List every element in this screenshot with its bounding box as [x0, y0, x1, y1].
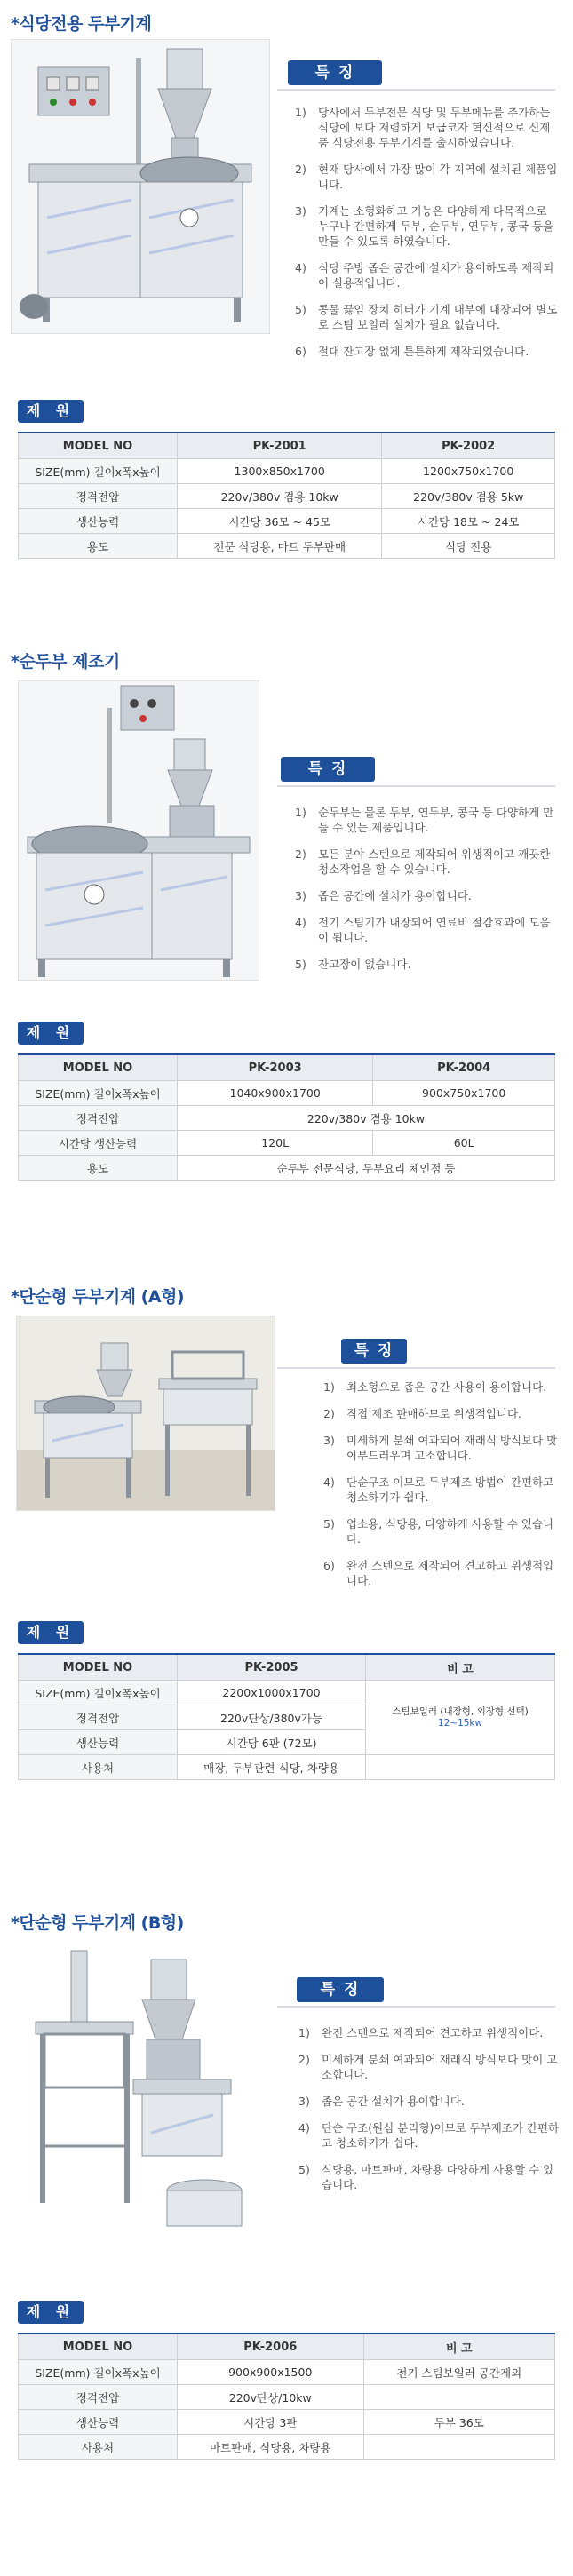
feature-num: 2)	[298, 2053, 310, 2066]
feature-item	[295, 302, 558, 332]
spec-badge: 제 원	[18, 1022, 84, 1045]
feature-item	[295, 805, 558, 835]
feature-item	[323, 1558, 563, 1588]
feature-item	[295, 915, 558, 945]
spec-row	[19, 509, 555, 534]
row-value: 시간당 6판 (72모)	[178, 1730, 366, 1755]
header-cell: MODEL NO	[19, 1054, 178, 1081]
feature-num: 6)	[323, 1559, 335, 1572]
header-cell: PK-2006	[178, 2334, 364, 2360]
features-list	[295, 805, 558, 983]
row-label: 정격전압	[19, 1106, 178, 1131]
section-simple-tofu-machine-a	[0, 1284, 573, 1923]
feature-text: 전기 스팀기가 내장되어 연료비 절감효과에 도움이 됩니다.	[318, 916, 551, 944]
header-cell: MODEL NO	[19, 1654, 178, 1681]
row-value: 마트판매, 식당용, 차량용	[178, 2435, 364, 2460]
spec-row	[19, 2435, 555, 2460]
row-value: 식당 전용	[382, 534, 555, 559]
feature-text: 단순구조 이므로 두부제조 방법이 간편하고 청소하기가 쉽다.	[346, 1475, 554, 1504]
row-value: 220v단상/10kw	[178, 2385, 364, 2410]
row-label: 생산능력	[19, 1730, 178, 1755]
feature-item	[295, 105, 558, 150]
feature-text: 잔고장이 없습니다.	[318, 958, 411, 971]
section-simple-tofu-machine-b	[0, 1910, 573, 2576]
row-label: 정격전압	[19, 1705, 178, 1730]
feature-item	[298, 2094, 560, 2109]
feature-text: 미세하게 분쇄 여과되어 재래식 방식보다 맛이부드러우며 고소합니다.	[346, 1434, 558, 1462]
feature-num: 5)	[323, 1517, 335, 1530]
row-label: 용도	[19, 534, 178, 559]
header-cell: PK-2003	[178, 1054, 373, 1081]
spec-row	[19, 2360, 555, 2385]
header-cell: PK-2001	[178, 433, 382, 459]
section-soft-tofu-maker	[0, 648, 573, 1217]
row-value: 220v/380v 겸용 5kw	[382, 484, 555, 509]
row-value: 전기 스팀보일러 공간제외	[363, 2360, 554, 2385]
spec-header-row	[19, 1054, 555, 1081]
features-divider	[277, 2006, 555, 2008]
row-value: 전문 식당용, 마트 두부판매	[178, 534, 382, 559]
feature-num: 2)	[323, 1407, 335, 1420]
feature-text: 순두부는 물론 두부, 연두부, 콩국 등 다양하게 만들 수 있는 제품입니다.	[318, 806, 554, 834]
feature-num: 3)	[298, 2095, 310, 2108]
row-value: 순두부 전문식당, 두부요리 체인점 등	[178, 1156, 555, 1181]
row-value: 900x750x1700	[373, 1081, 555, 1106]
feature-text: 현재 당사에서 가장 많이 각 지역에 설치된 제품입니다.	[318, 163, 558, 191]
feature-num: 2)	[295, 847, 306, 861]
feature-item	[295, 344, 558, 359]
header-cell: 비 고	[366, 1654, 555, 1681]
feature-num: 2)	[295, 163, 306, 176]
spec-row	[19, 1106, 555, 1131]
row-value: 2200x1000x1700	[178, 1681, 366, 1705]
row-label: 정격전압	[19, 484, 178, 509]
row-label: SIZE(mm) 길이x폭x높이	[19, 1081, 178, 1106]
feature-text: 완전 스텐으로 제작되어 견고하고 위생적이다.	[322, 2026, 544, 2039]
section-title: *단순형 두부기계 (A형)	[11, 1287, 185, 1307]
feature-text: 단순 구조(원심 분리형)이므로 두부제조가 간편하고 청소하기가 쉽다.	[322, 2121, 560, 2150]
remark-power: 12~15kw	[437, 1718, 483, 1729]
spec-table	[18, 432, 555, 559]
row-value: 220v단상/380v가능	[178, 1705, 366, 1730]
feature-num: 3)	[295, 204, 306, 218]
spec-row	[19, 2385, 555, 2410]
feature-text: 좁은 공간에 설치가 용이합니다.	[318, 889, 472, 902]
feature-num: 4)	[323, 1475, 335, 1489]
row-value: 220v/380v 겸용 10kw	[178, 1106, 555, 1131]
spec-row	[19, 534, 555, 559]
feature-text: 당사에서 두부전문 식당 및 두부메뉴를 추가하는 식당에 보다 저렴하게 보급코자 혁신적으로 신제품 식당전용 두부기계를 출시하였습니다.	[318, 106, 551, 149]
spec-header-row	[19, 2334, 555, 2360]
row-value: 시간당 36모 ~ 45모	[178, 509, 382, 534]
spec-row	[19, 1156, 555, 1181]
spec-row	[19, 1681, 555, 1705]
product-photo	[18, 680, 259, 981]
spec-badge: 제 원	[18, 1621, 84, 1644]
row-label: 시간당 생산능력	[19, 1131, 178, 1156]
header-cell: 비 고	[363, 2334, 554, 2360]
feature-text: 식당용, 마트판매, 차량용 다양하게 사용할 수 있습니다.	[322, 2163, 554, 2191]
features-badge: 특 징	[297, 1977, 384, 2002]
feature-text: 콩물 끓임 장치 히터가 기계 내부에 내장되어 별도로 스팀 보일러 설치가 필요 없습니다.	[318, 303, 558, 331]
spec-header-row	[19, 1654, 555, 1681]
feature-num: 5)	[295, 958, 306, 971]
features-list	[295, 105, 558, 370]
features-divider	[277, 89, 555, 91]
feature-num: 1)	[295, 106, 306, 119]
row-value: 900x900x1500	[178, 2360, 364, 2385]
feature-item	[298, 2052, 560, 2082]
row-value	[363, 2385, 554, 2410]
feature-num: 4)	[298, 2121, 310, 2135]
feature-item	[323, 1379, 563, 1395]
row-label: SIZE(mm) 길이x폭x높이	[19, 1681, 178, 1705]
row-label: SIZE(mm) 길이x폭x높이	[19, 2360, 178, 2385]
header-cell: PK-2002	[382, 433, 555, 459]
row-value: 220v/380v 겸용 10kw	[178, 484, 382, 509]
feature-num: 3)	[323, 1434, 335, 1447]
feature-num: 5)	[295, 303, 306, 316]
feature-text: 미세하게 분쇄 여과되어 재래식 방식보다 맛이 고소합니다.	[322, 2053, 558, 2081]
feature-text: 기계는 소형화하고 기능은 다양하게 다목적으로 누구나 간편하게 두부, 순두부, 연두부, 콩국 등을 만들 수 있도록 하였습니다.	[318, 204, 554, 248]
row-value: 시간당 3판	[178, 2410, 364, 2435]
feature-num: 4)	[295, 916, 306, 929]
feature-num: 6)	[295, 345, 306, 358]
row-value: 1200x750x1700	[382, 459, 555, 484]
spec-row	[19, 1755, 555, 1780]
features-list	[323, 1379, 563, 1600]
row-label: 정격전압	[19, 2385, 178, 2410]
row-value	[363, 2435, 554, 2460]
row-value: 시간당 18모 ~ 24모	[382, 509, 555, 534]
feature-text: 업소용, 식당용, 다양하게 사용할 수 있습니다.	[346, 1517, 554, 1546]
features-divider	[277, 1367, 555, 1369]
feature-item	[295, 260, 558, 290]
feature-item	[323, 1475, 563, 1505]
feature-text: 식당 주방 좁은 공간에 설치가 용이하도록 제작되어 실용적입니다.	[318, 261, 554, 290]
feature-num: 5)	[298, 2163, 310, 2176]
feature-item	[298, 2025, 560, 2040]
feature-item	[295, 847, 558, 877]
feature-item	[298, 2162, 560, 2192]
feature-text: 절대 잔고장 없게 튼튼하게 제작되었습니다.	[318, 345, 529, 358]
row-label: 용도	[19, 1156, 178, 1181]
section-title: *단순형 두부기계 (B형)	[11, 1913, 184, 1933]
feature-text: 직접 제조 판매하므로 위생적입니다.	[346, 1407, 522, 1420]
feature-num: 1)	[295, 806, 306, 819]
product-photo	[16, 1316, 275, 1511]
feature-num: 3)	[295, 889, 306, 902]
features-badge: 특 징	[281, 757, 375, 782]
section-title: *순두부 제조기	[11, 652, 120, 672]
feature-item	[323, 1406, 563, 1421]
header-cell: MODEL NO	[19, 433, 178, 459]
feature-item	[295, 888, 558, 903]
spec-row	[19, 484, 555, 509]
feature-text: 좁은 공간 설치가 용이합니다.	[322, 2095, 465, 2108]
row-value: 1040x900x1700	[178, 1081, 373, 1106]
header-cell: PK-2005	[178, 1654, 366, 1681]
feature-item	[295, 203, 558, 249]
spec-row	[19, 459, 555, 484]
header-cell: PK-2004	[373, 1054, 555, 1081]
header-cell: MODEL NO	[19, 2334, 178, 2360]
product-photo	[11, 39, 270, 334]
spec-row	[19, 1131, 555, 1156]
spec-badge: 제 원	[18, 2301, 84, 2324]
row-label: 생산능력	[19, 2410, 178, 2435]
feature-item	[323, 1516, 563, 1546]
row-label: 사용처	[19, 1755, 178, 1780]
features-badge: 특 징	[288, 60, 382, 85]
features-list	[298, 2025, 560, 2204]
feature-item	[295, 957, 558, 972]
spec-table	[18, 1053, 555, 1181]
feature-text: 완전 스텐으로 제작되어 견고하고 위생적입니다.	[346, 1559, 554, 1587]
spec-row	[19, 2410, 555, 2435]
feature-num: 4)	[295, 261, 306, 274]
row-value: 매장, 두부관련 식당, 차량용	[178, 1755, 366, 1780]
spec-table	[18, 1653, 555, 1780]
feature-num: 1)	[323, 1380, 335, 1394]
spec-badge: 제 원	[18, 400, 84, 423]
feature-num: 1)	[298, 2026, 310, 2039]
row-label: SIZE(mm) 길이x폭x높이	[19, 459, 178, 484]
feature-text: 모든 분야 스텐으로 제작되어 위생적이고 깨끗한 청소작업을 할 수 있습니다.	[318, 847, 551, 876]
row-label: 사용처	[19, 2435, 178, 2460]
features-divider	[277, 785, 555, 787]
product-photo	[18, 1942, 258, 2235]
section-restaurant-tofu-machine	[0, 0, 573, 622]
feature-item	[295, 162, 558, 192]
features-badge: 특 징	[341, 1339, 407, 1364]
spec-table	[18, 2333, 555, 2460]
spec-row	[19, 1081, 555, 1106]
row-value: 1300x850x1700	[178, 459, 382, 484]
row-value: 두부 36모	[363, 2410, 554, 2435]
row-label: 생산능력	[19, 509, 178, 534]
feature-item	[298, 2120, 560, 2151]
row-value: 60L	[373, 1131, 555, 1156]
section-title: *식당전용 두부기계	[11, 14, 152, 34]
feature-text: 최소형으로 좁은 공간 사용이 용이합니다.	[346, 1380, 547, 1394]
remark-text: 스팀보일러 (내장형, 외장형 선택)	[392, 1706, 529, 1717]
row-value	[366, 1755, 555, 1780]
remark-cell	[366, 1681, 555, 1755]
row-value: 120L	[178, 1131, 373, 1156]
feature-item	[323, 1433, 563, 1463]
spec-header-row	[19, 433, 555, 459]
